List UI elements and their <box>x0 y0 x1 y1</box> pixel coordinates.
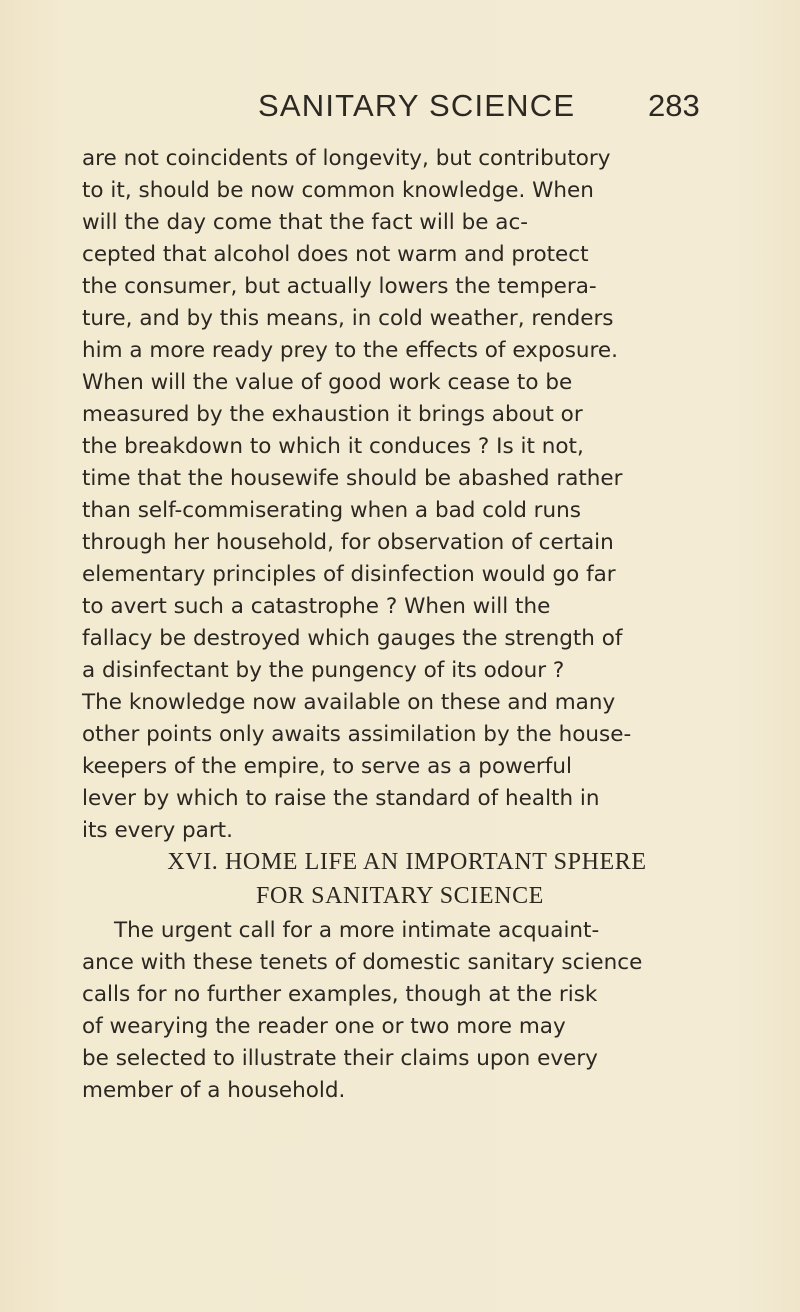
text-line: to avert such a catastrophe ? When will the <box>82 594 551 619</box>
text-line: fallacy be destroyed which gauges the strength of <box>82 626 623 651</box>
text-line: a disinfectant by the pungency of its odour ? <box>82 658 565 683</box>
text-line: ance with these tenets of domestic sanitary science <box>82 950 643 975</box>
text-line: elementary principles of disinfection would go far <box>82 562 616 587</box>
text-line: the consumer, but actually lowers the tempera- <box>82 274 597 299</box>
paragraph-2 <box>82 915 742 1107</box>
text-line: other points only awaits assimilation by the house- <box>82 722 632 747</box>
text-line: its every part. <box>82 818 233 843</box>
section-heading-line-2: FOR SANITARY SCIENCE <box>256 883 544 909</box>
section-heading-line-1: XVI. HOME LIFE AN IMPORTANT SPHERE <box>167 849 647 875</box>
text-line: will the day come that the fact will be ac- <box>82 210 529 235</box>
text-line: be selected to illustrate their claims upon every <box>82 1046 598 1071</box>
text-line: time that the housewife should be abashed rather <box>82 466 623 491</box>
running-head <box>0 88 800 128</box>
text-line: the breakdown to which it conduces ? Is it not, <box>82 434 584 459</box>
text-line: cepted that alcohol does not warm and protect <box>82 242 589 267</box>
text-line: ture, and by this means, in cold weather, renders <box>82 306 614 331</box>
text-line: to it, should be now common knowledge. When <box>82 178 594 203</box>
text-line: through her household, for observation of certain <box>82 530 614 555</box>
paragraph-1 <box>82 143 742 847</box>
text-line: When will the value of good work cease to be <box>82 370 573 395</box>
text-line: measured by the exhaustion it brings about or <box>82 402 583 427</box>
text-line: keepers of the empire, to serve as a powerful <box>82 754 572 779</box>
page-number: 283 <box>648 88 700 123</box>
text-line: calls for no further examples, though at the risk <box>82 982 598 1007</box>
text-line: of wearying the reader one or two more may <box>82 1014 566 1039</box>
text-line: The urgent call for a more intimate acquaint- <box>114 918 600 943</box>
text-line: member of a household. <box>82 1078 346 1103</box>
text-line: are not coincidents of longevity, but contributory <box>82 146 611 171</box>
text-line: him a more ready prey to the effects of exposure. <box>82 338 618 363</box>
text-line: lever by which to raise the standard of health in <box>82 786 600 811</box>
running-title: SANITARY SCIENCE <box>258 88 576 123</box>
text-line: than self-commiserating when a bad cold runs <box>82 498 581 523</box>
text-line: The knowledge now available on these and many <box>82 690 616 715</box>
